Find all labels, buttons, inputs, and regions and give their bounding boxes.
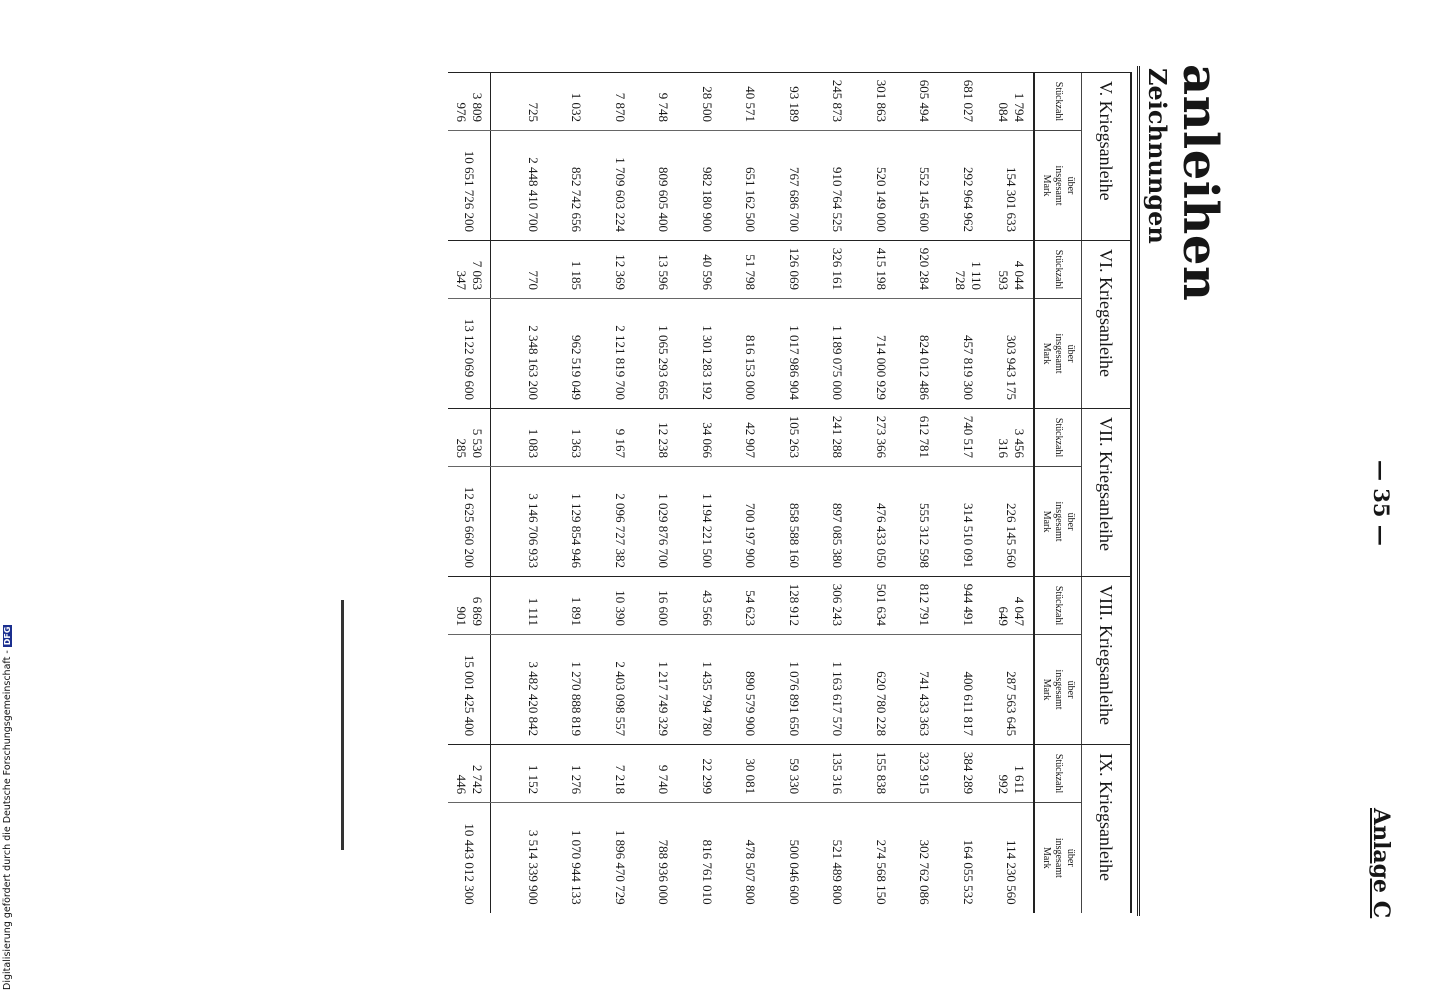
group-title: IX. Kriegsanleihe [1082, 745, 1132, 913]
table-top-rule [1137, 66, 1140, 916]
header-mark-line: insgesamt [1053, 501, 1064, 542]
header-mark-line: über [1065, 680, 1076, 699]
header-mark [1034, 635, 1082, 745]
cell-amount: 910 764 525 [816, 131, 860, 241]
cell-count: 681 027 [946, 73, 990, 131]
group-title: V. Kriegsanleihe [1082, 73, 1132, 241]
cell-count: 1 276 [555, 745, 599, 803]
cell-amount: 1 163 617 570 [816, 635, 860, 745]
cell-amount: 816 153 000 [729, 299, 773, 409]
cell-amount: 809 605 400 [642, 131, 686, 241]
header-mark-line: über [1065, 848, 1076, 867]
spacer-cell [491, 635, 512, 745]
cell-amount: 2 096 727 382 [598, 467, 642, 577]
table-body [448, 73, 1034, 913]
cell-count: 105 263 [772, 409, 816, 467]
header-mark [1034, 467, 1082, 577]
cell-count: 30 081 [729, 745, 773, 803]
header-mark-line: Mark [1041, 342, 1052, 365]
cell-count: 770 [511, 241, 555, 299]
cell-amount: 154 301 633 [990, 131, 1035, 241]
header-stueckzahl: Stückzahl [1034, 745, 1082, 803]
cell-amount: 3 482 420 842 [511, 635, 555, 745]
cell-amount: 1 189 075 000 [816, 299, 860, 409]
header-mark-line: Mark [1041, 510, 1052, 533]
header-mark-line: über [1065, 344, 1076, 363]
table-row [816, 73, 860, 913]
cell-count: 1 110 728 [946, 241, 990, 299]
cell-count: 9 167 [598, 409, 642, 467]
spacer-cell [491, 745, 512, 803]
page-number: — 35 — [1369, 460, 1394, 546]
table-row [642, 73, 686, 913]
cell-amount: 1 029 876 700 [642, 467, 686, 577]
header-mark-line: über [1065, 512, 1076, 531]
cell-count: 1 152 [511, 745, 555, 803]
cell-amount: 651 162 500 [729, 131, 773, 241]
cell-count: 241 288 [816, 409, 860, 467]
cell-amount: 552 145 600 [903, 131, 947, 241]
cell-count: 1 363 [555, 409, 599, 467]
cell-count: 1 185 [555, 241, 599, 299]
cell-amount: 1 129 854 946 [555, 467, 599, 577]
table-row [729, 73, 773, 913]
cell-amount: 302 762 086 [903, 803, 947, 913]
cell-count: 1 032 [555, 73, 599, 131]
spacer-cell [491, 577, 512, 635]
cell-amount: 1 270 888 819 [555, 635, 599, 745]
cell-count: 245 873 [816, 73, 860, 131]
total-amount: 10 443 012 300 [448, 803, 491, 913]
total-count: 5 530 285 [448, 409, 491, 467]
cell-count: 7 218 [598, 745, 642, 803]
cell-count: 9 748 [642, 73, 686, 131]
cell-amount: 2 403 098 557 [598, 635, 642, 745]
cell-amount: 890 579 900 [729, 635, 773, 745]
cell-amount: 700 197 900 [729, 467, 773, 577]
cell-amount: 816 761 010 [685, 803, 729, 913]
total-amount: 10 651 726 200 [448, 131, 491, 241]
table-row [598, 73, 642, 913]
cell-amount: 620 780 228 [859, 635, 903, 745]
cell-count: 384 289 [946, 745, 990, 803]
sub-header-row [1034, 73, 1082, 913]
cell-count: 9 740 [642, 745, 686, 803]
table-row [772, 73, 816, 913]
cell-count: 42 907 [729, 409, 773, 467]
header-mark [1034, 131, 1082, 241]
cell-amount: 714 000 929 [859, 299, 903, 409]
cell-amount: 1 217 749 329 [642, 635, 686, 745]
cell-count: 944 491 [946, 577, 990, 635]
cell-amount: 3 514 339 900 [511, 803, 555, 913]
cell-amount: 1 435 794 780 [685, 635, 729, 745]
cell-amount: 858 588 160 [772, 467, 816, 577]
cell-amount: 478 507 800 [729, 803, 773, 913]
header-stueckzahl: Stückzahl [1034, 241, 1082, 299]
cell-count: 812 791 [903, 577, 947, 635]
cell-count: 28 500 [685, 73, 729, 131]
cell-count: 12 369 [598, 241, 642, 299]
group-title: VI. Kriegsanleihe [1082, 241, 1132, 409]
cell-amount: 741 433 363 [903, 635, 947, 745]
total-amount: 15 001 425 400 [448, 635, 491, 745]
header-mark-line: über [1065, 176, 1076, 195]
cell-count: 501 634 [859, 577, 903, 635]
cell-count: 3 456 316 [990, 409, 1035, 467]
cell-amount: 164 055 532 [946, 803, 990, 913]
table-row [946, 73, 990, 913]
cell-amount: 897 085 380 [816, 467, 860, 577]
cell-count: 1 083 [511, 409, 555, 467]
total-count: 7 063 347 [448, 241, 491, 299]
cell-count: 40 571 [729, 73, 773, 131]
cell-count: 43 566 [685, 577, 729, 635]
spacer-cell [491, 467, 512, 577]
cell-count: 93 189 [772, 73, 816, 131]
cell-count: 740 517 [946, 409, 990, 467]
cell-amount: 555 312 598 [903, 467, 947, 577]
cell-amount: 852 742 656 [555, 131, 599, 241]
cell-count: 605 494 [903, 73, 947, 131]
header-mark [1034, 803, 1082, 913]
cell-count: 34 066 [685, 409, 729, 467]
cell-amount: 767 686 700 [772, 131, 816, 241]
cell-count: 10 390 [598, 577, 642, 635]
table-row [990, 73, 1035, 913]
cell-count: 126 069 [772, 241, 816, 299]
cell-amount: 824 012 486 [903, 299, 947, 409]
cell-count: 40 596 [685, 241, 729, 299]
footer-credit-strip [0, 0, 14, 1000]
cell-count: 128 912 [772, 577, 816, 635]
cell-count: 135 316 [816, 745, 860, 803]
cell-amount: 457 819 300 [946, 299, 990, 409]
footer-credit: Digitalisierung gefördert durch die Deutsche Forschungsgemeinschaft - [2, 650, 13, 990]
section-divider [341, 600, 344, 850]
cell-amount: 520 149 000 [859, 131, 903, 241]
spacer-cell [491, 73, 512, 131]
group-header-row [1082, 73, 1132, 913]
total-amount: 12 625 660 200 [448, 467, 491, 577]
cell-count: 51 798 [729, 241, 773, 299]
cell-count: 725 [511, 73, 555, 131]
cell-amount: 303 943 175 [990, 299, 1035, 409]
header-stueckzahl: Stückzahl [1034, 577, 1082, 635]
cell-amount: 1 709 603 224 [598, 131, 642, 241]
cell-count: 1 891 [555, 577, 599, 635]
cell-count: 415 198 [859, 241, 903, 299]
table-row [555, 73, 599, 913]
table-row [511, 73, 555, 913]
cell-amount: 521 489 800 [816, 803, 860, 913]
dfg-logo: DFG [3, 626, 12, 646]
cell-count: 22 299 [685, 745, 729, 803]
table-row [903, 73, 947, 913]
cell-amount: 2 121 819 700 [598, 299, 642, 409]
header-stueckzahl: Stückzahl [1034, 73, 1082, 131]
cell-count: 7 870 [598, 73, 642, 131]
total-count: 3 809 976 [448, 73, 491, 131]
spacer-cell [491, 241, 512, 299]
cell-amount: 1 194 221 500 [685, 467, 729, 577]
cell-count: 323 915 [903, 745, 947, 803]
header-mark-line: insgesamt [1053, 165, 1064, 206]
cell-amount: 1 017 986 904 [772, 299, 816, 409]
cell-amount: 962 519 049 [555, 299, 599, 409]
cell-amount: 1 070 944 133 [555, 803, 599, 913]
group-title: VII. Kriegsanleihe [1082, 409, 1132, 577]
cell-count: 4 044 593 [990, 241, 1035, 299]
cell-count: 612 781 [903, 409, 947, 467]
cell-count: 4 047 649 [990, 577, 1035, 635]
table-row [859, 73, 903, 913]
cell-amount: 2 348 163 200 [511, 299, 555, 409]
header-mark-line: Mark [1041, 174, 1052, 197]
cell-amount: 3 146 706 933 [511, 467, 555, 577]
page-heading: anleihen [1172, 64, 1228, 302]
cell-count: 1 111 [511, 577, 555, 635]
cell-amount: 788 936 000 [642, 803, 686, 913]
header-mark-line: insgesamt [1053, 333, 1064, 374]
total-row [448, 73, 491, 913]
cell-count: 301 863 [859, 73, 903, 131]
cell-amount: 1 065 293 665 [642, 299, 686, 409]
header-mark-line: insgesamt [1053, 669, 1064, 710]
cell-count: 273 366 [859, 409, 903, 467]
cell-amount: 1 301 283 192 [685, 299, 729, 409]
page-subheading: Zeichnungen [1143, 68, 1172, 244]
cell-count: 920 284 [903, 241, 947, 299]
total-amount: 13 122 069 600 [448, 299, 491, 409]
cell-count: 54 623 [729, 577, 773, 635]
total-count: 6 869 901 [448, 577, 491, 635]
cell-count: 1 794 084 [990, 73, 1035, 131]
spacer-cell [491, 131, 512, 241]
cell-amount: 1 896 470 729 [598, 803, 642, 913]
cell-amount: 400 611 817 [946, 635, 990, 745]
header-mark [1034, 299, 1082, 409]
cell-count: 12 238 [642, 409, 686, 467]
cell-count: 306 243 [816, 577, 860, 635]
annex-label: Anlage C [1368, 808, 1394, 919]
cell-amount: 114 230 560 [990, 803, 1035, 913]
total-count: 2 742 446 [448, 745, 491, 803]
header-stueckzahl: Stückzahl [1034, 409, 1082, 467]
cell-count: 16 600 [642, 577, 686, 635]
spacer-cell [491, 409, 512, 467]
cell-amount: 2 448 410 700 [511, 131, 555, 241]
cell-count: 326 161 [816, 241, 860, 299]
cell-amount: 287 563 645 [990, 635, 1035, 745]
cell-count: 1 611 992 [990, 745, 1035, 803]
group-title: VIII. Kriegsanleihe [1082, 577, 1132, 745]
header-mark-line: Mark [1041, 846, 1052, 869]
cell-amount: 982 180 900 [685, 131, 729, 241]
cell-amount: 500 046 600 [772, 803, 816, 913]
cell-amount: 476 433 050 [859, 467, 903, 577]
cell-amount: 226 145 560 [990, 467, 1035, 577]
spacer-cell [491, 299, 512, 409]
cell-count: 13 596 [642, 241, 686, 299]
header-mark-line: insgesamt [1053, 837, 1064, 878]
spacer-row [491, 73, 512, 913]
cell-count: 155 838 [859, 745, 903, 803]
header-mark-line: Mark [1041, 678, 1052, 701]
cell-amount: 274 568 150 [859, 803, 903, 913]
cell-amount: 314 510 091 [946, 467, 990, 577]
table-row [685, 73, 729, 913]
cell-count: 59 330 [772, 745, 816, 803]
cell-amount: 292 964 962 [946, 131, 990, 241]
cell-amount: 1 076 891 650 [772, 635, 816, 745]
war-loan-table [448, 72, 1132, 913]
spacer-cell [491, 803, 512, 913]
